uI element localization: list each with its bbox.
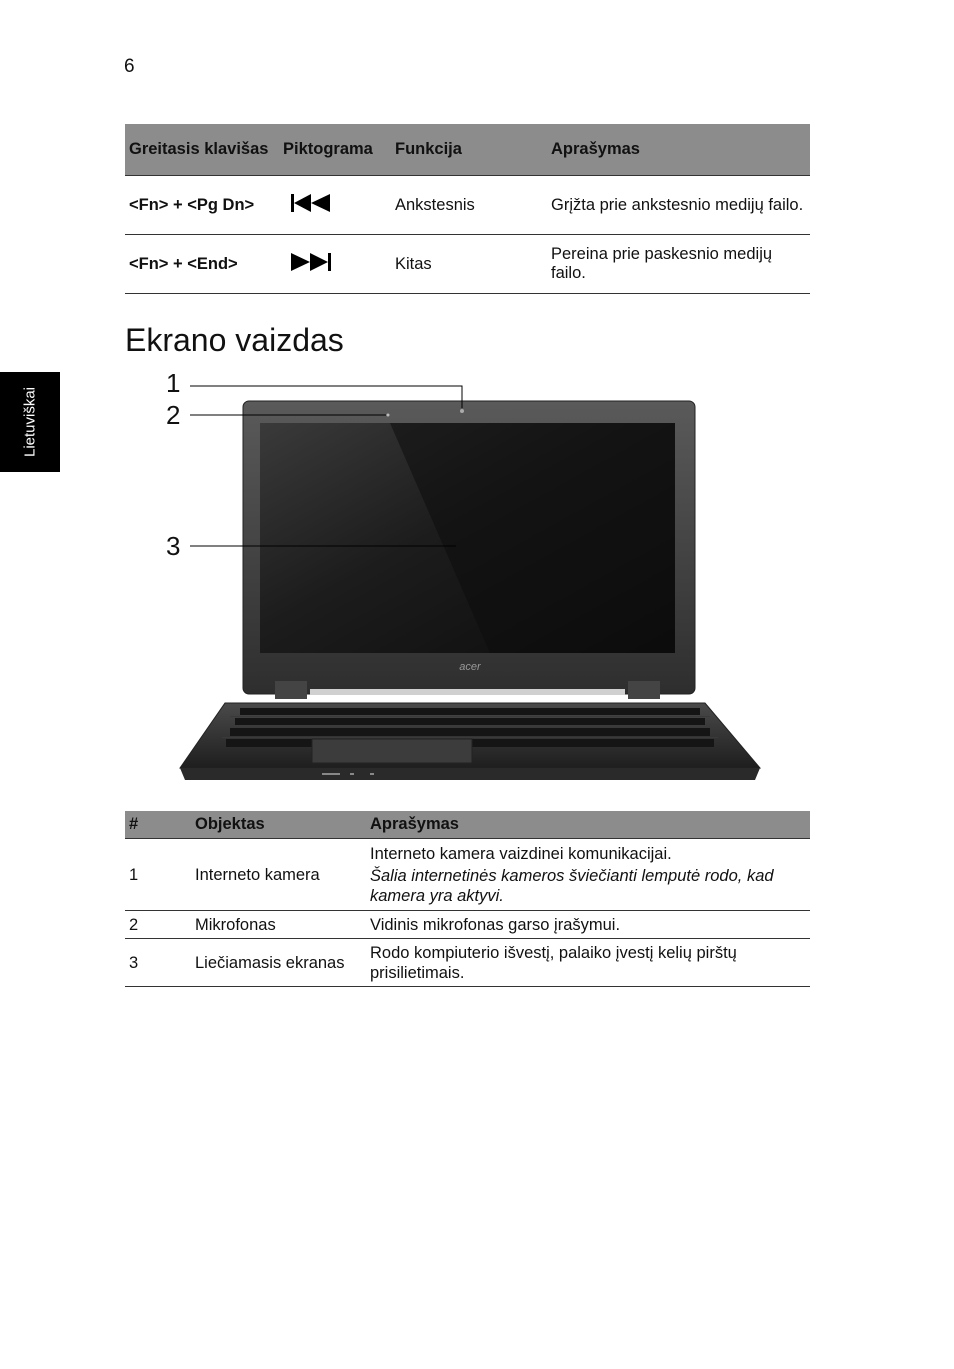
number-cell: 2 [129, 915, 139, 934]
header-item: Objektas [195, 815, 265, 833]
hotkey-cell: <Fn> + <End> [129, 254, 238, 273]
hotkey-table-header [125, 124, 810, 176]
language-side-tab [0, 372, 60, 472]
function-cell: Kitas [395, 254, 432, 273]
description-cell: Rodo kompiuterio išvestį, palaiko įvestį kelių pirštų prisilietimais. [370, 943, 737, 982]
header-description: Aprašymas [551, 140, 640, 158]
table-row [125, 176, 810, 235]
parts-table [125, 811, 810, 987]
callout-1: 1 [166, 368, 181, 398]
hotkey-table [125, 124, 810, 294]
language-label: Lietuviškai [21, 386, 39, 458]
table-row [125, 839, 810, 911]
callout-3: 3 [166, 531, 181, 561]
brand-logo: acer [459, 661, 481, 673]
callout-2: 2 [166, 400, 181, 430]
laptop-image [160, 368, 780, 798]
header-icon: Piktograma [283, 140, 373, 158]
description-note: Šalia internetinės kameros šviečianti lemputė rodo, kad kamera yra aktyvi. [370, 866, 774, 905]
previous-track-icon [289, 193, 333, 213]
next-track-icon [289, 252, 333, 272]
header-function: Funkcija [395, 140, 462, 158]
table-row [125, 911, 810, 939]
hotkey-cell: <Fn> + <Pg Dn> [129, 195, 255, 214]
function-cell: Ankstesnis [395, 195, 475, 214]
item-cell: Interneto kamera [195, 865, 320, 884]
section-title: Ekrano vaizdas [125, 322, 344, 358]
item-cell: Liečiamasis ekranas [195, 953, 345, 972]
icon-cell [279, 193, 391, 218]
description-cell: Grįžta prie ankstesnio medijų failo. [551, 195, 804, 214]
number-cell: 1 [129, 865, 139, 884]
description-cell: Pereina prie paskesnio medijų failo. [551, 245, 773, 282]
parts-table-header [125, 811, 810, 839]
laptop-front-illustration [160, 368, 780, 798]
number-cell: 3 [129, 953, 139, 972]
description-text: Interneto kamera vaizdinei komunikacijai. [370, 844, 672, 863]
header-hotkey: Greitasis klavišas [129, 140, 269, 158]
description-cell: Vidinis mikrofonas garso įrašymui. [370, 915, 621, 934]
page-number: 6 [124, 56, 135, 77]
description-cell [366, 844, 810, 906]
item-cell: Mikrofonas [195, 915, 276, 934]
icon-cell [279, 252, 391, 277]
table-row [125, 939, 810, 987]
table-row [125, 235, 810, 294]
header-number: # [129, 815, 139, 833]
header-description: Aprašymas [370, 815, 459, 833]
